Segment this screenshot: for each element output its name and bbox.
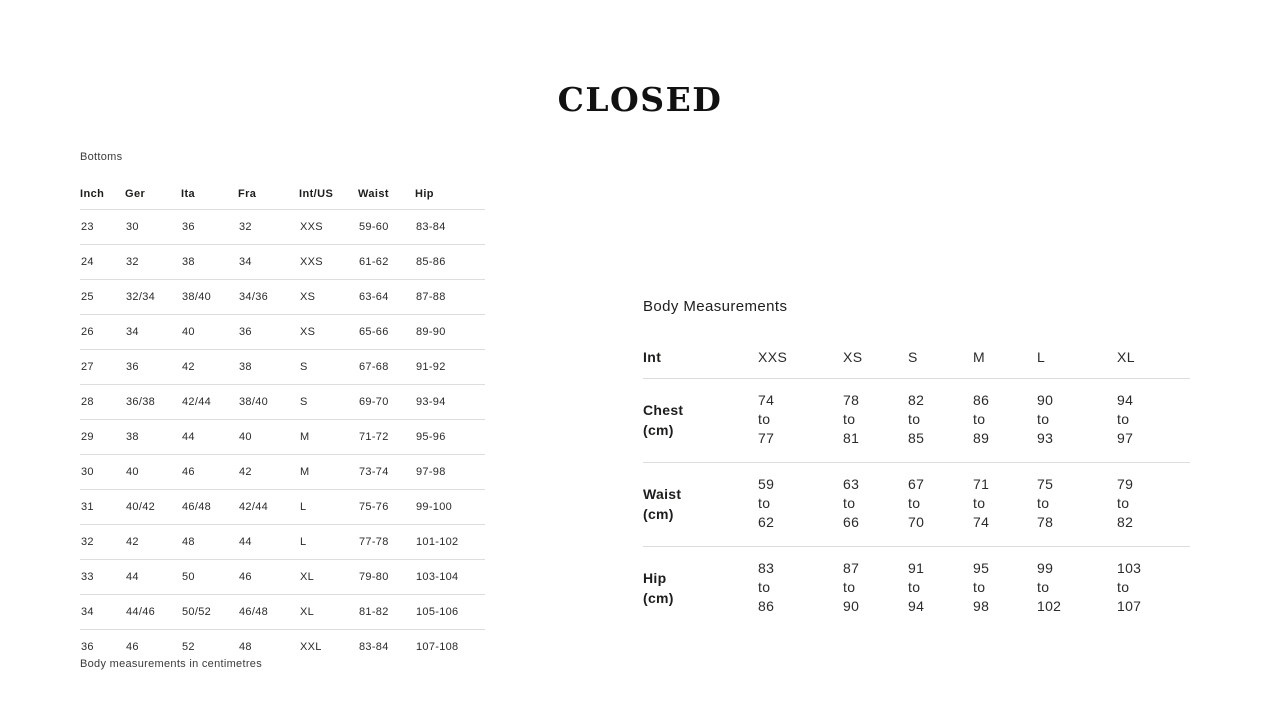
range-to: 94 [908, 598, 925, 614]
bottoms-cell: 42/44 [181, 385, 238, 420]
range-from: 82 [908, 392, 925, 408]
body-measurements-range-cell [908, 379, 973, 463]
range-from: 90 [1037, 392, 1054, 408]
body-measurements-title: Body Measurements [643, 298, 788, 315]
bottoms-section [80, 151, 485, 664]
bottoms-cell: 27 [80, 350, 125, 385]
bottoms-cell: 38/40 [238, 385, 299, 420]
body-measurements-range-cell [908, 463, 973, 547]
bottoms-cell: 46 [181, 455, 238, 490]
body-measurements-row-label [643, 547, 758, 631]
bottoms-cell: L [299, 525, 358, 560]
range-to: 78 [1037, 514, 1054, 530]
range-from: 78 [843, 392, 860, 408]
bottoms-cell: 97-98 [415, 455, 485, 490]
bottoms-cell: 48 [181, 525, 238, 560]
range-separator: to [973, 495, 986, 511]
range-to: 97 [1117, 430, 1134, 446]
range-from: 79 [1117, 476, 1134, 492]
range-to: 82 [1117, 514, 1134, 530]
body-measurements-range-cell [973, 379, 1037, 463]
range-separator: to [1117, 579, 1130, 595]
range-to: 66 [843, 514, 860, 530]
bottoms-column-header: Hip [415, 188, 485, 210]
bottoms-cell: 50/52 [181, 595, 238, 630]
bottoms-cell: 25 [80, 280, 125, 315]
range-from: 94 [1117, 392, 1134, 408]
bottoms-table [80, 188, 485, 664]
bottoms-cell: 36 [125, 350, 181, 385]
bottoms-cell: 36 [81, 641, 94, 653]
body-measurements-range-cell [1117, 463, 1190, 547]
bottoms-row [80, 420, 485, 455]
range-from: 59 [758, 476, 775, 492]
bottoms-row [80, 455, 485, 490]
range-separator: to [758, 579, 771, 595]
bottoms-row [80, 280, 485, 315]
bottoms-cell: 26 [80, 315, 125, 350]
bottoms-cell: 29 [80, 420, 125, 455]
bottoms-column-header: Int/US [299, 188, 358, 210]
bottoms-cell: 79-80 [358, 560, 415, 595]
body-measurements-header [643, 349, 1190, 379]
range-to: 102 [1037, 598, 1062, 614]
body-measurements-row [643, 547, 1190, 631]
bottoms-cell: 44 [181, 420, 238, 455]
bottoms-cell: 36 [181, 210, 238, 245]
range-separator: to [908, 411, 921, 427]
bottoms-cell: 63-64 [358, 280, 415, 315]
range-to: 62 [758, 514, 775, 530]
body-measurements-range-cell [908, 547, 973, 631]
body-measurements-range-cell [758, 463, 843, 547]
bottoms-cell: 34/36 [238, 280, 299, 315]
bottoms-cell: XL [299, 595, 358, 630]
bottoms-row [80, 210, 485, 245]
row-label-unit: (cm) [643, 505, 674, 522]
range-to: 90 [843, 598, 860, 614]
bottoms-cell: 83-84 [359, 641, 389, 653]
bottoms-cell: XS [299, 315, 358, 350]
range-separator: to [1117, 495, 1130, 511]
bottoms-cell: 42 [181, 350, 238, 385]
row-label-text: Hip [643, 569, 667, 586]
bottoms-cell: 67-68 [358, 350, 415, 385]
bottoms-cell: 40 [125, 455, 181, 490]
range-to: 81 [843, 430, 860, 446]
body-measurements-header-row [643, 349, 1190, 379]
bottoms-cell: 93-94 [415, 385, 485, 420]
bottoms-column-header: Waist [358, 188, 415, 210]
bottoms-cell: 46 [238, 560, 299, 595]
row-label-unit: (cm) [643, 421, 674, 438]
bottoms-cell: S [299, 385, 358, 420]
bottoms-cell: 95-96 [415, 420, 485, 455]
range-separator: to [908, 579, 921, 595]
bottoms-cell: 71-72 [358, 420, 415, 455]
bottoms-cell: 40 [238, 420, 299, 455]
bottoms-cell: 83-84 [415, 210, 485, 245]
range-to: 98 [973, 598, 990, 614]
body-measurements-range-cell [758, 379, 843, 463]
row-label-text: Chest [643, 401, 684, 418]
bottoms-column-header: Inch [80, 188, 125, 210]
bottoms-cell: 91-92 [415, 350, 485, 385]
range-separator: to [843, 579, 856, 595]
range-from: 75 [1037, 476, 1054, 492]
bottoms-cell: 34 [238, 245, 299, 280]
bottoms-cell: 50 [181, 560, 238, 595]
brand-logo: CLOSED [557, 80, 723, 119]
bottoms-table-header [80, 188, 485, 210]
body-measurements-row-label [643, 379, 758, 463]
bottoms-cell: 42 [125, 525, 181, 560]
row-label-unit: (cm) [643, 589, 674, 606]
bottoms-cell: 42 [238, 455, 299, 490]
bottoms-cell: 32 [125, 245, 181, 280]
bottoms-cell: 30 [80, 455, 125, 490]
bottoms-cell: 42/44 [238, 490, 299, 525]
range-from: 83 [758, 560, 775, 576]
range-separator: to [758, 411, 771, 427]
bottoms-row [80, 595, 485, 630]
body-measurements-range-cell [1037, 379, 1117, 463]
body-measurements-range-cell [1037, 463, 1117, 547]
bottoms-title: Bottoms [80, 151, 123, 163]
bottoms-row [80, 560, 485, 595]
bottoms-header-row [80, 188, 485, 210]
bottoms-cell: 46/48 [181, 490, 238, 525]
bottoms-row [80, 245, 485, 280]
body-measurements-range-cell [1037, 547, 1117, 631]
body-measurements-corner-label: Int [643, 349, 758, 379]
range-separator: to [1037, 411, 1050, 427]
body-measurements-size-header: XS [843, 349, 908, 379]
body-measurements-size-header: XXS [758, 349, 843, 379]
bottoms-cell: 44/46 [125, 595, 181, 630]
bottoms-cell: 24 [80, 245, 125, 280]
bottoms-cell: 105-106 [415, 595, 485, 630]
bottoms-cell: 40/42 [125, 490, 181, 525]
range-separator: to [973, 579, 986, 595]
bottoms-cell: 87-88 [415, 280, 485, 315]
bottoms-cell: 89-90 [415, 315, 485, 350]
bottoms-cell: 30 [125, 210, 181, 245]
bottoms-column-header: Fra [238, 188, 299, 210]
bottoms-cell: 65-66 [358, 315, 415, 350]
body-measurements-table [643, 349, 1190, 630]
row-label-text: Waist [643, 485, 682, 502]
body-measurements-range-cell [1117, 547, 1190, 631]
bottoms-cell: 85-86 [415, 245, 485, 280]
bottoms-cell: M [299, 420, 358, 455]
bottoms-cell: 38 [238, 350, 299, 385]
bottoms-cell: 33 [80, 560, 125, 595]
bottoms-row [80, 385, 485, 420]
bottoms-cell: 77-78 [358, 525, 415, 560]
bottoms-cell: 44 [125, 560, 181, 595]
bottoms-column-header: Ita [181, 188, 238, 210]
bottoms-cell: 34 [80, 595, 125, 630]
bottoms-cell: 52 [182, 641, 195, 653]
bottoms-cell: 75-76 [358, 490, 415, 525]
bottoms-cell: 59-60 [358, 210, 415, 245]
range-from: 87 [843, 560, 860, 576]
bottoms-cell: 69-70 [358, 385, 415, 420]
bottoms-cell: 61-62 [358, 245, 415, 280]
range-from: 86 [973, 392, 990, 408]
body-measurements-row [643, 463, 1190, 547]
bottoms-cell: XXL [300, 641, 322, 653]
bottoms-row [80, 350, 485, 385]
bottoms-cell: XXS [299, 210, 358, 245]
bottoms-cell: 32 [80, 525, 125, 560]
bottoms-cell: 36/38 [125, 385, 181, 420]
bottoms-cell: 40 [181, 315, 238, 350]
range-to: 77 [758, 430, 775, 446]
range-to: 85 [908, 430, 925, 446]
range-to: 70 [908, 514, 925, 530]
body-measurements-range-cell [843, 463, 908, 547]
bottoms-row [80, 490, 485, 525]
bottoms-cell: 38 [181, 245, 238, 280]
range-separator: to [1117, 411, 1130, 427]
range-from: 91 [908, 560, 925, 576]
bottoms-cell: 38/40 [181, 280, 238, 315]
bottoms-cell: 32 [238, 210, 299, 245]
range-separator: to [1037, 495, 1050, 511]
range-separator: to [843, 495, 856, 511]
range-to: 74 [973, 514, 990, 530]
range-separator: to [843, 411, 856, 427]
bottoms-cell: 46 [126, 641, 139, 653]
range-from: 74 [758, 392, 775, 408]
body-measurements-range-cell [973, 547, 1037, 631]
bottoms-cell: 46/48 [238, 595, 299, 630]
body-measurements-body [643, 379, 1190, 631]
bottoms-cell: 31 [80, 490, 125, 525]
body-measurements-size-header: M [973, 349, 1037, 379]
bottoms-cell: 34 [125, 315, 181, 350]
bottoms-cell: S [299, 350, 358, 385]
body-measurements-range-cell [843, 547, 908, 631]
bottoms-cell: 99-100 [415, 490, 485, 525]
bottoms-row [80, 525, 485, 560]
bottoms-column-header: Ger [125, 188, 181, 210]
body-measurements-range-cell [758, 547, 843, 631]
range-to: 86 [758, 598, 775, 614]
bottoms-cell: XS [299, 280, 358, 315]
bottoms-cell: 28 [80, 385, 125, 420]
range-from: 95 [973, 560, 990, 576]
range-separator: to [758, 495, 771, 511]
body-measurements-row-label [643, 463, 758, 547]
body-measurements-range-cell [973, 463, 1037, 547]
range-from: 99 [1037, 560, 1054, 576]
bottoms-table-body [80, 210, 485, 665]
bottoms-cell: 32/34 [125, 280, 181, 315]
body-measurements-section [643, 299, 1190, 630]
bottoms-cell: 36 [238, 315, 299, 350]
bottoms-cell: XXS [299, 245, 358, 280]
bottoms-cell: 107-108 [416, 641, 459, 653]
bottoms-cell: 101-102 [415, 525, 485, 560]
body-measurements-size-header: L [1037, 349, 1117, 379]
range-to: 89 [973, 430, 990, 446]
bottoms-cell: 23 [80, 210, 125, 245]
bottoms-cell: 103-104 [415, 560, 485, 595]
bottoms-cell: 48 [239, 641, 252, 653]
body-measurements-range-cell [843, 379, 908, 463]
body-measurements-size-header: S [908, 349, 973, 379]
range-separator: to [1037, 579, 1050, 595]
bottoms-cell: 38 [125, 420, 181, 455]
range-to: 93 [1037, 430, 1054, 446]
range-from: 67 [908, 476, 925, 492]
range-from: 71 [973, 476, 990, 492]
bottoms-cell: 73-74 [358, 455, 415, 490]
body-measurements-range-cell [1117, 379, 1190, 463]
bottoms-cell: L [299, 490, 358, 525]
range-separator: to [908, 495, 921, 511]
range-separator: to [973, 411, 986, 427]
range-to: 107 [1117, 598, 1142, 614]
body-measurements-size-header: XL [1117, 349, 1190, 379]
bottoms-cell: XL [299, 560, 358, 595]
bottoms-row [80, 315, 485, 350]
range-from: 63 [843, 476, 860, 492]
bottoms-cell: 81-82 [358, 595, 415, 630]
bottoms-cell: M [299, 455, 358, 490]
body-measurements-row [643, 379, 1190, 463]
range-from: 103 [1117, 560, 1142, 576]
footnote: Body measurements in centimetres [80, 658, 263, 670]
bottoms-cell: 44 [238, 525, 299, 560]
